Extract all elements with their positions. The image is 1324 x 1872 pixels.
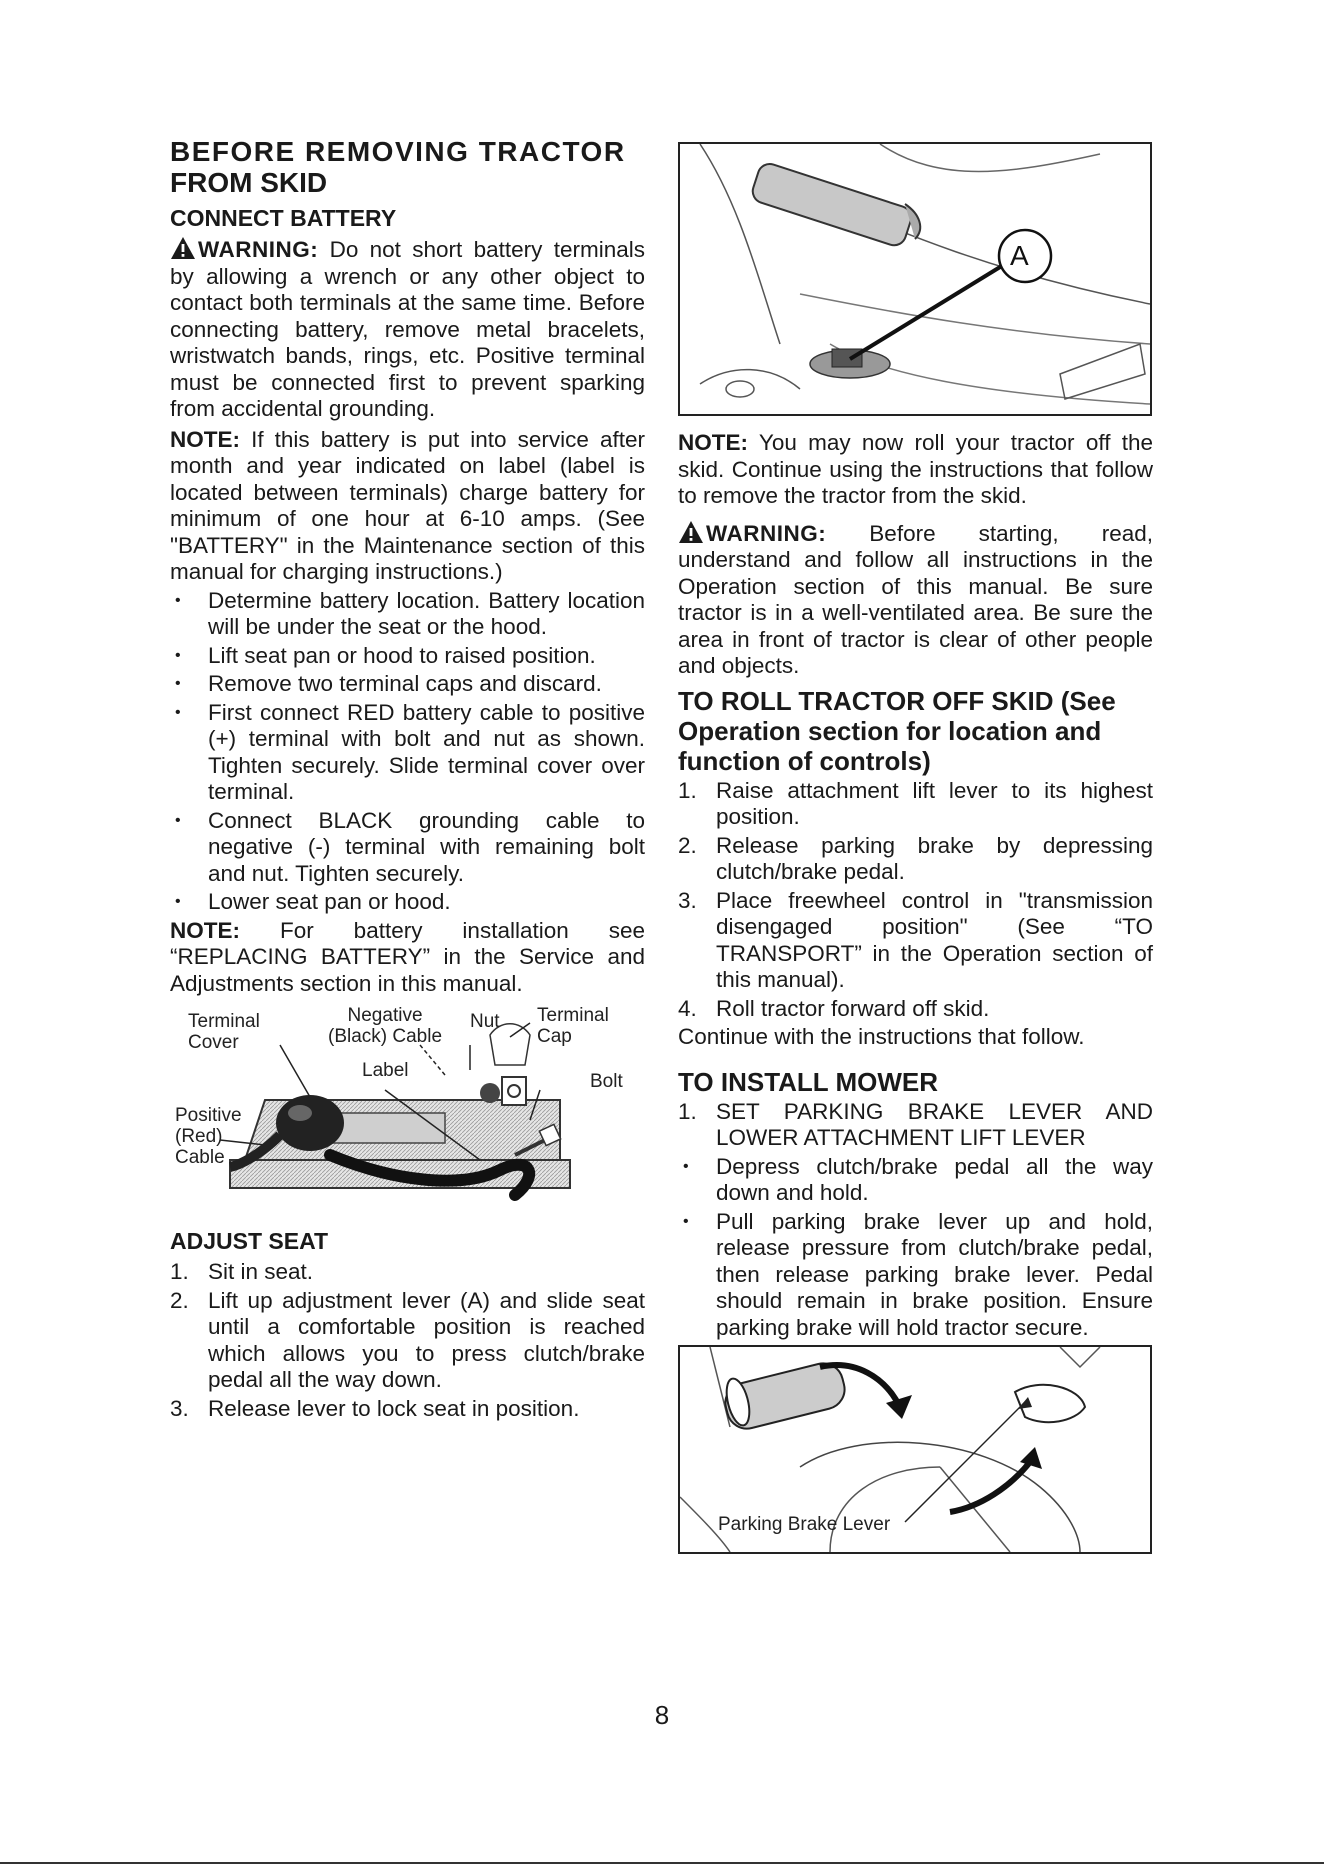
section-title-line2: FROM SKID [170,167,328,198]
bolt-label: Bolt [590,1071,623,1092]
terminal-cover-label: Terminal Cover [188,1011,260,1053]
callout-a: A [1010,240,1029,271]
page-number: 8 [654,1700,670,1730]
left-column [170,136,645,1424]
skid-note [678,430,1153,510]
nut-label: Nut [470,1011,500,1032]
seat-adjust-figure [678,142,1152,416]
terminal-cap-label: Terminal Cap [537,1005,609,1047]
list-item: 3. Release lever to lock seat in position. [170,1395,580,1421]
roll-tractor-steps [678,778,1153,1023]
list-item: • First connect RED battery cable to positive (+) terminal with bolt and nut as shown. Tighten securely. Slide terminal cover over terminal. [170,700,645,806]
battery-steps-list [170,588,645,916]
list-item: 3. Place freewheel control in "transmission disengaged position" (See “TO TRANSPORT” in the Operation section of this manual). [678,887,1153,992]
negative-cable-label: Negative (Black) Cable [328,1005,443,1047]
battery-note-2 [170,918,645,998]
note-label: NOTE: [170,917,240,943]
list-item: 2. Release parking brake by depressing clutch/brake pedal. [678,832,1153,884]
section-title [170,136,645,198]
note-label: NOTE: [678,430,748,455]
adjust-seat-steps [170,1259,645,1422]
seat-illustration [680,144,1150,414]
battery-note [170,427,645,586]
parking-brake-lever-label: Parking Brake Lever [718,1514,891,1535]
note-label: NOTE: [170,426,240,452]
list-item: 4. Roll tractor forward off skid. [678,995,990,1021]
warning-icon [678,520,704,544]
note-text: If this battery is put into service after month and year indicated on label (label is located between terminals) charge battery for minimum of one hour at 6-10 amps. (See "BATTERY" in the Maintenance section of this manual for charging instructions.) [170,426,645,584]
warning-label: WARNING: [198,237,319,262]
install-mower-bullets [678,1154,1153,1342]
install-mower-steps [678,1099,1153,1152]
connect-battery-heading: CONNECT BATTERY [170,205,397,231]
list-item: 1. Raise attachment lift lever to its highest position. [678,777,1153,829]
warning-text: Do not short battery terminals by allowing a wrench or any other object to contact both terminals at the same time. Before connecting battery, remove metal bracelets, wristwatch bands, rings, etc. Positive terminal must be connected first to prevent sparking from accidental grounding. [170,237,645,421]
list-item: 1. Sit in seat. [170,1259,314,1284]
warning-icon [170,236,196,260]
list-item: • Lift seat pan or hood to raised position. [170,643,645,670]
note-text: You may now roll your tractor off the skid. Continue using the instructions that follow to remove the tractor from the skid. [678,430,1153,508]
continue-text: Continue with the instructions that follow. [678,1024,1085,1049]
warning-text: Before starting, read, understand and follow all instructions in the Operation section of this manual. Be sure tractor is in a well-ventilated area. Be sure the area in front of tractor is clear of other people and objects. [678,520,1153,678]
battery-figure [170,1005,645,1205]
list-item: • Pull parking brake lever up and hold, release pressure from clutch/brake pedal, then release parking brake lever. Pedal should remain in brake position. Ensure parking brake will hold tractor secure. [678,1209,1153,1342]
list-item: 2. Lift up adjustment lever (A) and slide seat until a comfortable position is reached which allows you to press clutch/brake pedal all the way down. [170,1287,645,1392]
warning-label: WARNING: [706,520,827,546]
list-item: • Depress clutch/brake pedal all the way down and hold. [678,1154,1153,1207]
positive-cable-label: Positive (Red) Cable [175,1105,242,1168]
page-bottom-rule [0,1862,1324,1864]
list-item: • Determine battery location. Battery location will be under the seat or the hood. [170,588,645,641]
list-item: 1. SET PARKING BRAKE LEVER AND LOWER ATTACHMENT LIFT LEVER [678,1098,1153,1150]
label-callout: Label [362,1060,409,1081]
roll-tractor-heading: TO ROLL TRACTOR OFF SKID (See Operation section for location and function of controls) [678,685,1116,776]
adjust-seat-heading: ADJUST SEAT [170,1228,329,1254]
list-item: • Lower seat pan or hood. [170,889,645,916]
right-column [678,136,1153,1554]
operation-warning [678,520,1153,680]
install-mower-heading: TO INSTALL MOWER [678,1066,938,1097]
battery-warning [170,236,645,423]
section-title-line1: BEFORE REMOVING TRACTOR [170,136,626,167]
parking-brake-figure [678,1345,1152,1554]
note-text: For battery installation see “REPLACING BATTERY” in the Service and Adjustments section in this manual. [170,917,645,996]
list-item: • Remove two terminal caps and discard. [170,671,645,698]
list-item: • Connect BLACK grounding cable to negative (-) terminal with remaining bolt and nut. Tighten securely. [170,808,645,888]
